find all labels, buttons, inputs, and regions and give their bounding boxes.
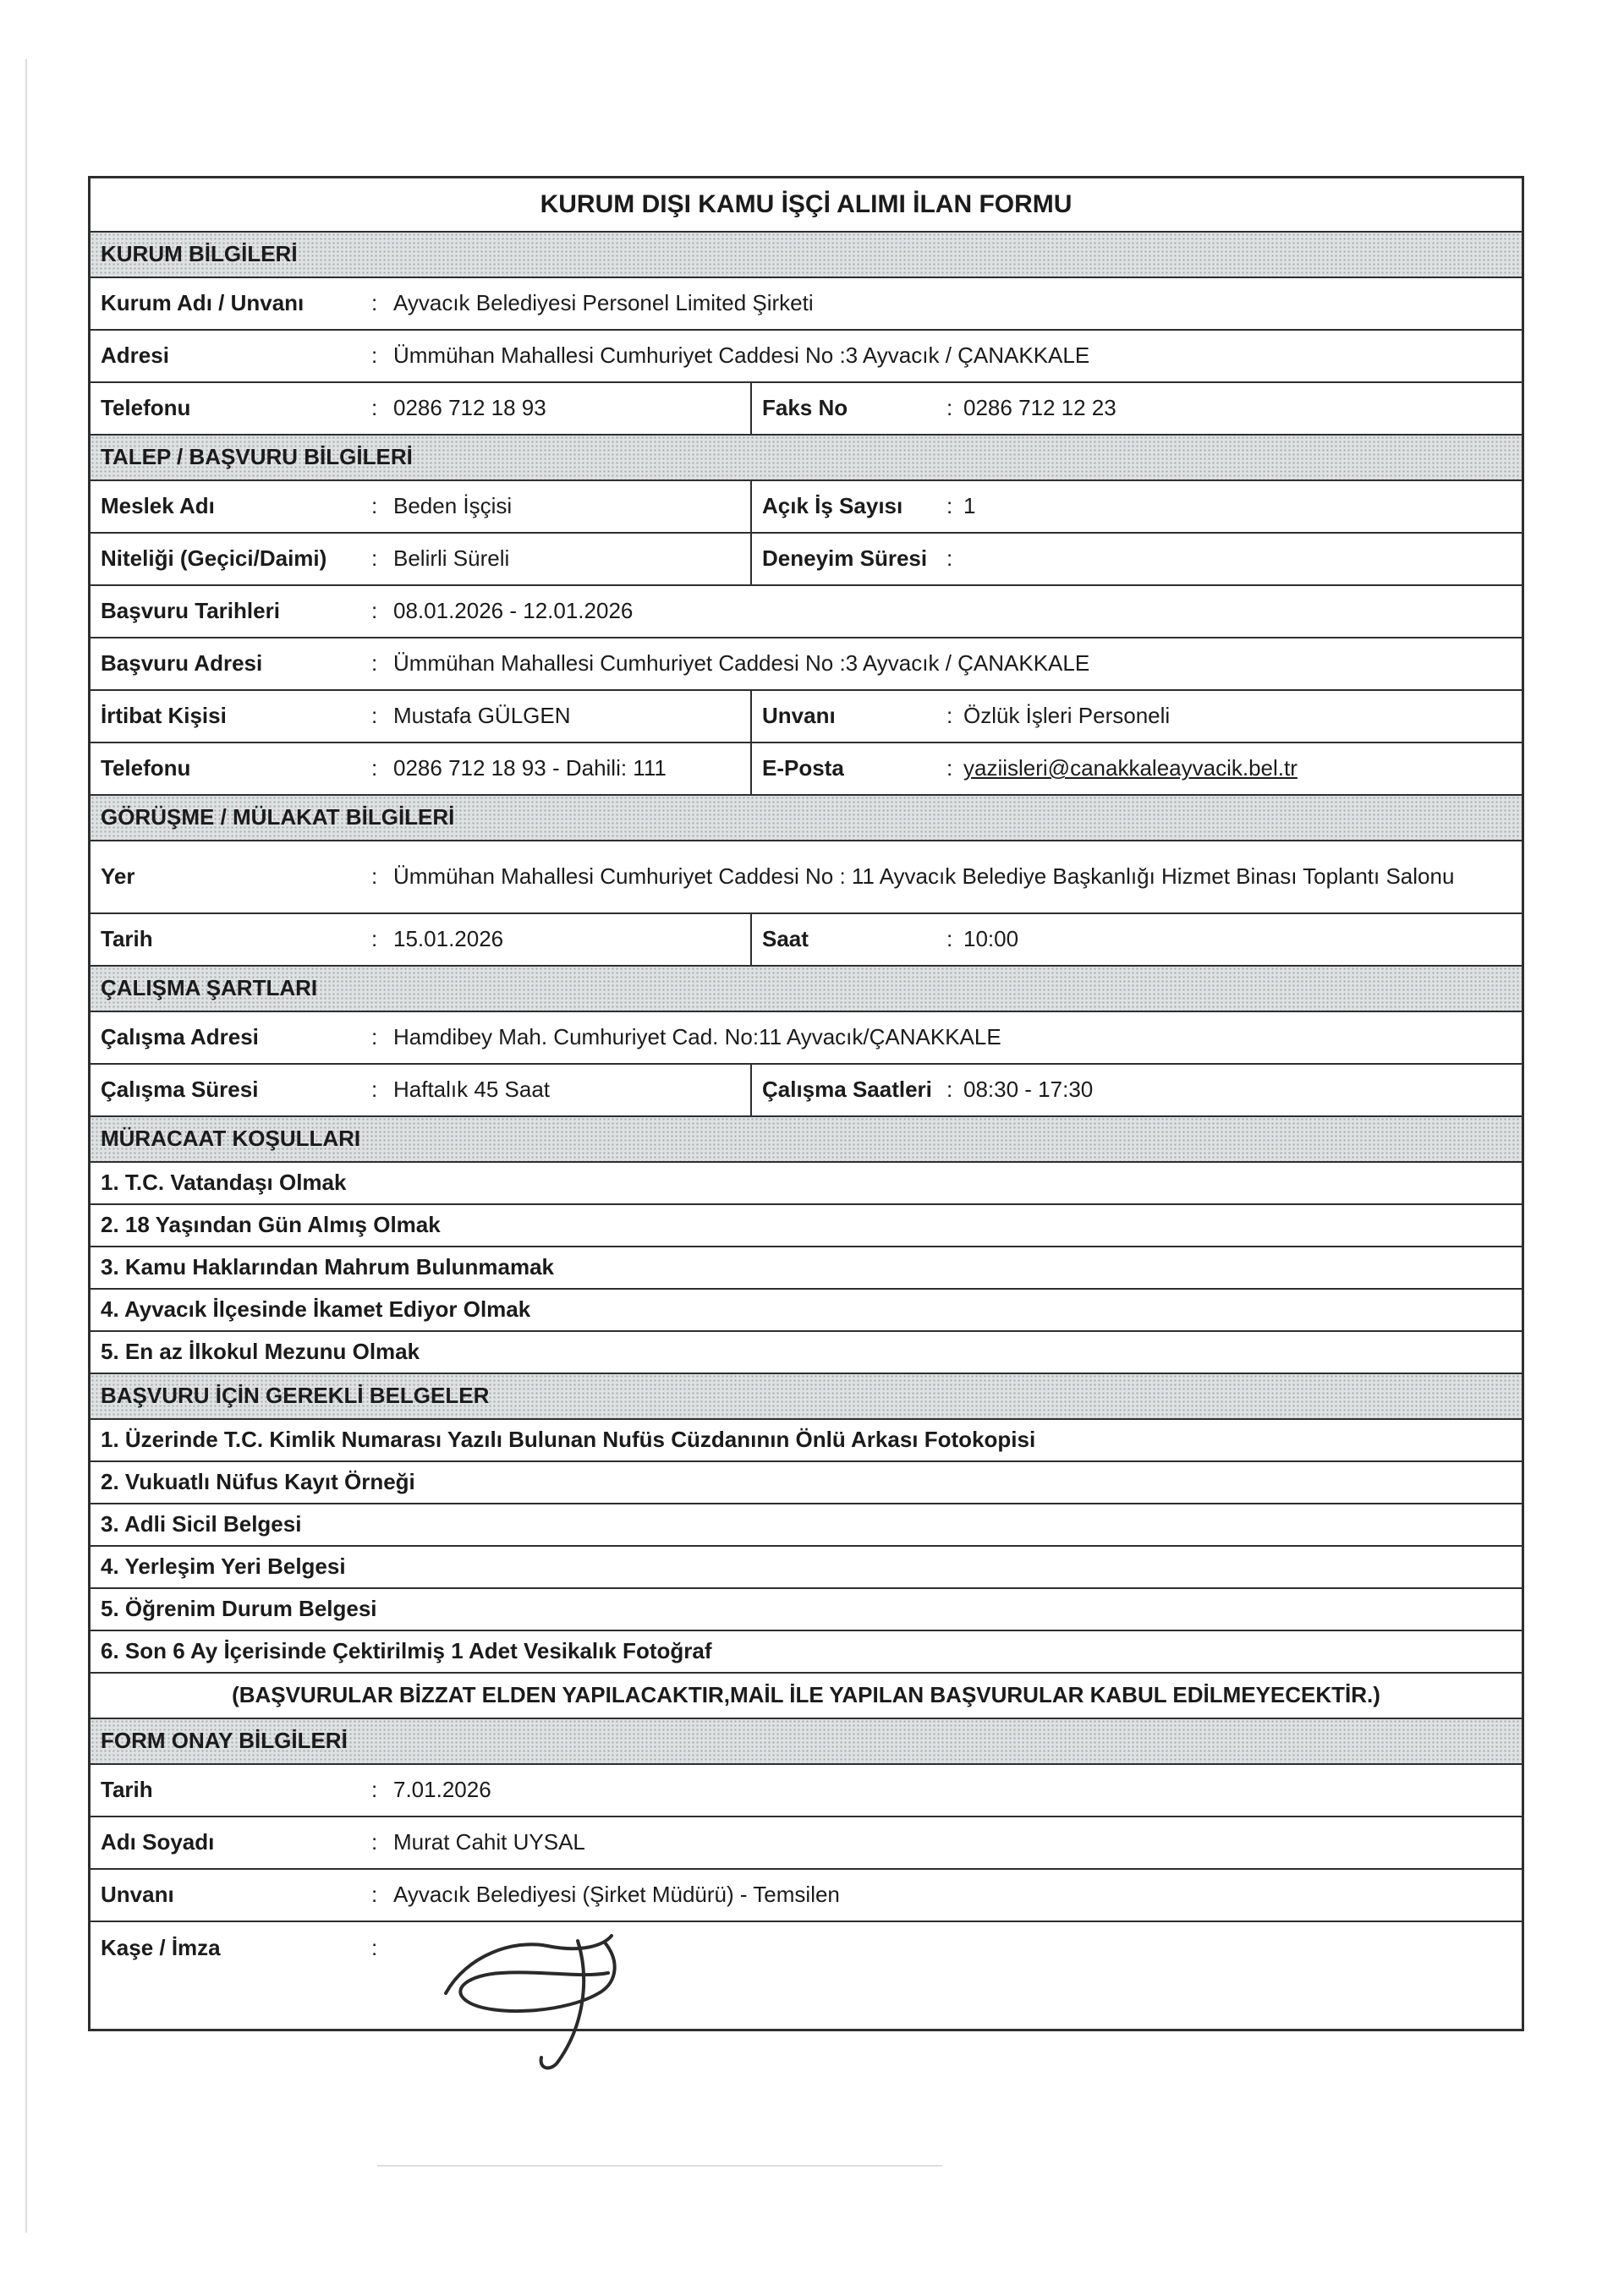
cell-unvan	[750, 691, 1522, 742]
field-colon: :	[946, 703, 953, 729]
kurum-adi-value: Ayvacık Belediyesi Personel Limited Şirketi	[393, 290, 814, 316]
section-header-gerekli-belgeler	[91, 1373, 1522, 1418]
section-header-label: GÖRÜŞME / MÜLAKAT BİLGİLERİ	[101, 804, 455, 830]
requirement-text: 1. T.C. Vatandaşı Olmak	[101, 1170, 347, 1196]
document-item	[91, 1587, 1522, 1630]
field-label: Deneyim Süresi	[762, 545, 928, 572]
field-colon: :	[371, 1777, 378, 1803]
field-colon: :	[371, 395, 378, 421]
row-onay-unvan	[91, 1868, 1522, 1921]
application-note	[91, 1672, 1522, 1718]
section-header-gorusme-mulakat	[91, 794, 1522, 840]
field-colon: :	[946, 926, 953, 952]
cell-meslek	[91, 481, 750, 532]
unvan-value: Özlük İşleri Personeli	[963, 703, 1171, 729]
cell-saat	[750, 914, 1522, 965]
cell-calisma-saatleri	[750, 1065, 1522, 1115]
field-label: Kurum Adı / Unvanı	[101, 290, 304, 316]
field-colon: :	[371, 545, 378, 572]
field-label: Başvuru Tarihleri	[101, 598, 280, 624]
field-label: Unvanı	[762, 703, 836, 729]
row-onay-tarih	[91, 1763, 1522, 1816]
adres-value: Ümmühan Mahallesi Cumhuriyet Caddesi No :3 Ayvacık / ÇANAKKALE	[393, 342, 1090, 369]
field-colon: :	[371, 650, 378, 677]
row-telefon-eposta	[91, 742, 1522, 794]
application-note-text: (BAŞVURULAR BİZZAT ELDEN YAPILACAKTIR,MAİL İLE YAPILAN BAŞVURULAR KABUL EDİLMEYECEKTİR.)	[232, 1682, 1380, 1708]
cell-deneyim-suresi	[750, 534, 1522, 584]
section-header-label: MÜRACAAT KOŞULLARI	[101, 1126, 361, 1152]
field-colon: :	[371, 342, 378, 369]
row-adresi	[91, 329, 1522, 381]
field-label: Kaşe / İmza	[101, 1935, 221, 1960]
basvuru-tarihleri-value: 08.01.2026 - 12.01.2026	[393, 598, 634, 624]
field-colon: :	[371, 755, 378, 781]
field-label: Faks No	[762, 395, 848, 421]
saat-value: 10:00	[963, 926, 1019, 952]
calisma-saatleri-value: 08:30 - 17:30	[963, 1077, 1094, 1103]
section-header-label: FORM ONAY BİLGİLERİ	[101, 1728, 348, 1754]
telefon-dahili-value: 0286 712 18 93 - Dahili: 111	[393, 755, 667, 781]
document-text: 5. Öğrenim Durum Belgesi	[101, 1596, 377, 1622]
row-basvuru-adresi	[91, 637, 1522, 689]
field-colon: :	[946, 395, 953, 421]
requirement-text: 3. Kamu Haklarından Mahrum Bulunmamak	[101, 1254, 555, 1280]
field-label: Çalışma Süresi	[101, 1077, 259, 1103]
field-label: Unvanı	[101, 1882, 174, 1908]
document-text: 1. Üzerinde T.C. Kimlik Numarası Yazılı Bulunan Nufüs Cüzdanının Önlü Arkası Fotokopisi	[101, 1427, 1036, 1453]
row-kase-imza	[91, 1921, 1522, 2029]
signature-scribble	[429, 1926, 657, 2082]
field-label: Tarih	[101, 1777, 153, 1803]
ilan-formu	[88, 176, 1524, 2031]
basvuru-adresi-value: Ümmühan Mahallesi Cumhuriyet Caddesi No :3 Ayvacık / ÇANAKKALE	[393, 650, 1090, 677]
irtibat-kisisi-value: Mustafa GÜLGEN	[393, 703, 571, 729]
field-label: Çalışma Adresi	[101, 1024, 259, 1050]
row-kurum-adi	[91, 277, 1522, 329]
cell-calisma-suresi	[91, 1065, 750, 1115]
row-nitelik-deneyim	[91, 532, 1522, 584]
cell-faks	[750, 383, 1522, 434]
field-label: Tarih	[101, 926, 153, 952]
document-text: 3. Adli Sicil Belgesi	[101, 1511, 302, 1537]
field-label: Açık İş Sayısı	[762, 493, 903, 519]
row-adi-soyadi	[91, 1816, 1522, 1868]
requirement-item	[91, 1203, 1522, 1246]
field-label: Adı Soyadı	[101, 1829, 215, 1855]
field-label: Telefonu	[101, 395, 191, 421]
document-text: 2. Vukuatlı Nüfus Kayıt Örneği	[101, 1469, 415, 1495]
field-label: Telefonu	[101, 755, 191, 781]
cell-acik-is-sayisi	[750, 481, 1522, 532]
field-colon: :	[371, 703, 378, 729]
field-label: İrtibat Kişisi	[101, 703, 227, 729]
field-colon: :	[371, 863, 378, 890]
requirement-item	[91, 1330, 1522, 1373]
cell-telefon	[91, 383, 750, 434]
row-irtibat-unvan	[91, 689, 1522, 742]
requirement-item	[91, 1288, 1522, 1330]
meslek-adi-value: Beden İşçisi	[393, 493, 513, 519]
form-title-row	[91, 178, 1522, 231]
field-colon: :	[371, 1024, 378, 1050]
onay-tarih-value: 7.01.2026	[393, 1777, 491, 1803]
cell-nitelik	[91, 534, 750, 584]
yer-value: Ümmühan Mahallesi Cumhuriyet Caddesi No : 11 Ayvacık Belediye Başkanlığı Hizmet Binası Toplantı Salonu	[393, 863, 1455, 890]
document-item	[91, 1460, 1522, 1503]
document-item	[91, 1545, 1522, 1587]
field-label: Adresi	[101, 342, 169, 369]
onay-unvan-value: Ayvacık Belediyesi (Şirket Müdürü) - Temsilen	[393, 1882, 840, 1908]
scan-mark-artifact	[377, 2165, 942, 2167]
field-label: Başvuru Adresi	[101, 650, 263, 677]
field-colon: :	[946, 545, 953, 572]
field-label: Niteliği (Geçici/Daimi)	[101, 545, 327, 572]
form-title: KURUM DIŞI KAMU İŞÇİ ALIMI İLAN FORMU	[540, 189, 1073, 218]
row-tarih-saat	[91, 912, 1522, 965]
field-label: Yer	[101, 863, 135, 890]
section-header-label: BAŞVURU İÇİN GEREKLİ BELGELER	[101, 1383, 490, 1409]
section-header-calisma-sartlari	[91, 965, 1522, 1011]
adi-soyadi-value: Murat Cahit UYSAL	[393, 1829, 585, 1855]
field-colon: :	[371, 1935, 378, 1960]
field-label: E-Posta	[762, 755, 844, 781]
scan-edge-artifact	[25, 59, 27, 2233]
field-label: Meslek Adı	[101, 493, 215, 519]
calisma-adresi-value: Hamdibey Mah. Cumhuriyet Cad. No:11 Ayvacık/ÇANAKKALE	[393, 1024, 1001, 1050]
field-colon: :	[371, 493, 378, 519]
field-colon: :	[371, 926, 378, 952]
requirement-item	[91, 1246, 1522, 1288]
row-calisma-adresi	[91, 1011, 1522, 1063]
requirement-text: 5. En az İlkokul Mezunu Olmak	[101, 1339, 420, 1365]
requirement-text: 2. 18 Yaşından Gün Almış Olmak	[101, 1212, 441, 1238]
field-label: Saat	[762, 926, 809, 952]
section-header-label: TALEP / BAŞVURU BİLGİLERİ	[101, 444, 413, 470]
acik-is-sayisi-value: 1	[963, 493, 976, 519]
field-colon: :	[371, 598, 378, 624]
field-colon: :	[371, 1077, 378, 1103]
section-header-form-onay	[91, 1718, 1522, 1763]
row-calisma-suresi-saatleri	[91, 1063, 1522, 1115]
calisma-suresi-value: Haftalık 45 Saat	[393, 1077, 550, 1103]
faks-value: 0286 712 12 23	[963, 395, 1116, 421]
row-yer	[91, 840, 1522, 912]
section-header-kurum-bilgileri	[91, 231, 1522, 277]
section-header-label: ÇALIŞMA ŞARTLARI	[101, 975, 318, 1001]
document-text: 4. Yerleşim Yeri Belgesi	[101, 1553, 346, 1580]
field-colon: :	[946, 493, 953, 519]
document-item	[91, 1418, 1522, 1460]
eposta-link[interactable]: yaziisleri@canakkaleayvacik.bel.tr	[963, 755, 1298, 781]
field-colon: :	[946, 1077, 953, 1103]
section-header-talep-basvuru	[91, 434, 1522, 479]
row-telefon-faks	[91, 381, 1522, 434]
cell-telefon-dahili	[91, 743, 750, 794]
document-item	[91, 1503, 1522, 1545]
field-label: Çalışma Saatleri	[762, 1077, 932, 1103]
field-colon: :	[946, 755, 953, 781]
requirement-text: 4. Ayvacık İlçesinde İkamet Ediyor Olmak	[101, 1296, 531, 1323]
cell-eposta	[750, 743, 1522, 794]
field-colon: :	[371, 1882, 378, 1908]
document-item	[91, 1630, 1522, 1672]
document-text: 6. Son 6 Ay İçerisinde Çektirilmiş 1 Adet Vesikalık Fotoğraf	[101, 1638, 712, 1664]
row-basvuru-tarihleri	[91, 584, 1522, 637]
requirement-item	[91, 1161, 1522, 1203]
nitelik-value: Belirli Süreli	[393, 545, 510, 572]
row-meslek-acikis	[91, 479, 1522, 532]
cell-tarih	[91, 914, 750, 965]
field-colon: :	[371, 1829, 378, 1855]
mulakat-tarih-value: 15.01.2026	[393, 926, 504, 952]
section-header-muracaat-kosullari	[91, 1115, 1522, 1161]
section-header-label: KURUM BİLGİLERİ	[101, 241, 298, 267]
telefon-value: 0286 712 18 93	[393, 395, 546, 421]
field-colon: :	[371, 290, 378, 316]
cell-irtibat-kisisi	[91, 691, 750, 742]
